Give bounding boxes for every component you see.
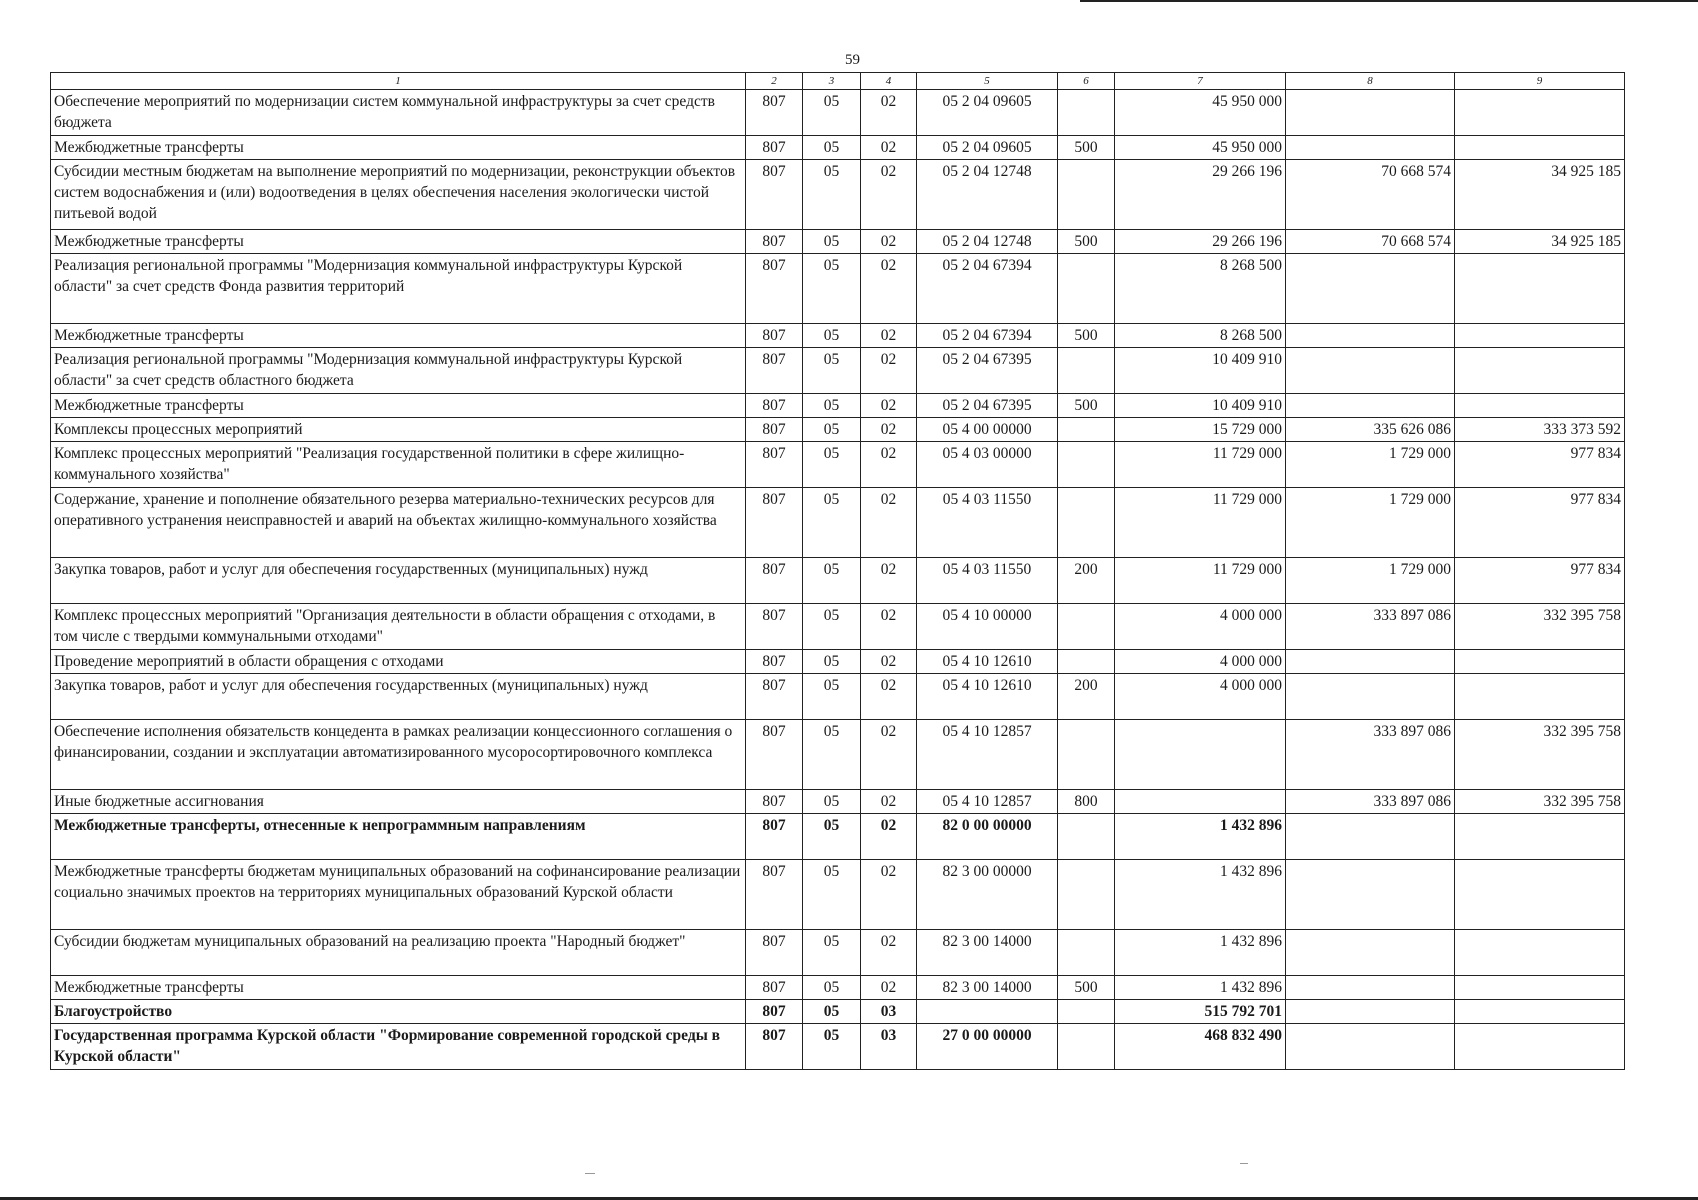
section-code-cell: 05 <box>803 488 861 558</box>
section-code-cell: 05 <box>803 160 861 230</box>
subsection-code-cell: 02 <box>861 860 917 930</box>
amount-col8-cell <box>1286 930 1455 976</box>
amount-col7-cell: 1 432 896 <box>1115 930 1286 976</box>
subsection-code-cell: 02 <box>861 230 917 254</box>
amount-col8-cell <box>1286 254 1455 324</box>
column-number-row <box>51 73 1625 90</box>
row-name-cell: Государственная программа Курской области "Формирование современной городской среды в Курской области" <box>51 1024 746 1070</box>
amount-col9-cell <box>1455 814 1625 860</box>
subsection-code-cell: 02 <box>861 674 917 720</box>
table-row <box>51 230 1625 254</box>
target-article-cell: 05 2 04 12748 <box>917 230 1058 254</box>
amount-col7-cell: 515 792 701 <box>1115 1000 1286 1024</box>
amount-col9-cell <box>1455 254 1625 324</box>
ministry-code-cell: 807 <box>746 324 803 348</box>
scan-speck <box>585 1173 595 1174</box>
section-code-cell: 05 <box>803 976 861 1000</box>
ministry-code-cell: 807 <box>746 442 803 488</box>
expense-type-cell: 500 <box>1058 324 1115 348</box>
amount-col8-cell <box>1286 1000 1455 1024</box>
ministry-code-cell: 807 <box>746 160 803 230</box>
subsection-code-cell: 02 <box>861 348 917 394</box>
amount-col8-cell <box>1286 136 1455 160</box>
ministry-code-cell: 807 <box>746 418 803 442</box>
target-article-cell: 05 2 04 67395 <box>917 348 1058 394</box>
subsection-code-cell: 02 <box>861 790 917 814</box>
column-header: 3 <box>803 73 861 90</box>
row-name-cell: Содержание, хранение и пополнение обязательного резерва материально-технических ресурсов для оперативного устранения неисправностей и аварий на объектах жилищно-коммунального хозяйства <box>51 488 746 558</box>
target-article-cell: 05 4 03 11550 <box>917 488 1058 558</box>
target-article-cell: 05 2 04 09605 <box>917 90 1058 136</box>
ministry-code-cell: 807 <box>746 488 803 558</box>
expense-type-cell: 800 <box>1058 790 1115 814</box>
amount-col8-cell <box>1286 348 1455 394</box>
table-row <box>51 324 1625 348</box>
subsection-code-cell: 02 <box>861 604 917 650</box>
subsection-code-cell: 02 <box>861 930 917 976</box>
ministry-code-cell: 807 <box>746 650 803 674</box>
row-name-cell: Межбюджетные трансферты, отнесенные к непрограммным направлениям <box>51 814 746 860</box>
table-row <box>51 418 1625 442</box>
amount-col9-cell <box>1455 650 1625 674</box>
budget-table <box>50 72 1625 1070</box>
target-article-cell: 05 2 04 12748 <box>917 160 1058 230</box>
subsection-code-cell: 02 <box>861 254 917 324</box>
ministry-code-cell: 807 <box>746 136 803 160</box>
amount-col9-cell <box>1455 324 1625 348</box>
subsection-code-cell: 02 <box>861 976 917 1000</box>
ministry-code-cell: 807 <box>746 254 803 324</box>
table-row <box>51 814 1625 860</box>
ministry-code-cell: 807 <box>746 674 803 720</box>
column-header: 6 <box>1058 73 1115 90</box>
expense-type-cell <box>1058 930 1115 976</box>
scan-edge-top <box>1080 0 1698 2</box>
subsection-code-cell: 02 <box>861 442 917 488</box>
row-name-cell: Комплекс процессных мероприятий "Реализация государственной политики в сфере жилищно-коммунального хозяйства" <box>51 442 746 488</box>
section-code-cell: 05 <box>803 254 861 324</box>
amount-col9-cell: 977 834 <box>1455 558 1625 604</box>
amount-col9-cell <box>1455 860 1625 930</box>
amount-col7-cell: 11 729 000 <box>1115 488 1286 558</box>
row-name-cell: Обеспечение исполнения обязательств концедента в рамках реализации концессионного соглашения о финансировании, создании и эксплуатации автоматизированного мусоросортировочного комплекса <box>51 720 746 790</box>
amount-col7-cell: 45 950 000 <box>1115 136 1286 160</box>
column-header: 8 <box>1286 73 1455 90</box>
table-row <box>51 90 1625 136</box>
amount-col7-cell: 8 268 500 <box>1115 254 1286 324</box>
table-row <box>51 604 1625 650</box>
amount-col9-cell <box>1455 348 1625 394</box>
table-row <box>51 558 1625 604</box>
table-row <box>51 674 1625 720</box>
section-code-cell: 05 <box>803 558 861 604</box>
subsection-code-cell: 02 <box>861 650 917 674</box>
row-name-cell: Межбюджетные трансферты <box>51 230 746 254</box>
amount-col8-cell: 70 668 574 <box>1286 160 1455 230</box>
expense-type-cell <box>1058 1024 1115 1070</box>
subsection-code-cell: 03 <box>861 1024 917 1070</box>
row-name-cell: Закупка товаров, работ и услуг для обеспечения государственных (муниципальных) нужд <box>51 558 746 604</box>
section-code-cell: 05 <box>803 418 861 442</box>
row-name-cell: Межбюджетные трансферты <box>51 136 746 160</box>
table-body <box>51 90 1625 1070</box>
expense-type-cell: 500 <box>1058 394 1115 418</box>
section-code-cell: 05 <box>803 790 861 814</box>
ministry-code-cell: 807 <box>746 930 803 976</box>
section-code-cell: 05 <box>803 136 861 160</box>
amount-col8-cell: 1 729 000 <box>1286 488 1455 558</box>
amount-col8-cell <box>1286 90 1455 136</box>
row-name-cell: Закупка товаров, работ и услуг для обеспечения государственных (муниципальных) нужд <box>51 674 746 720</box>
target-article-cell: 05 4 10 12610 <box>917 674 1058 720</box>
amount-col9-cell <box>1455 930 1625 976</box>
amount-col8-cell: 1 729 000 <box>1286 558 1455 604</box>
subsection-code-cell: 02 <box>861 814 917 860</box>
row-name-cell: Иные бюджетные ассигнования <box>51 790 746 814</box>
column-header: 2 <box>746 73 803 90</box>
ministry-code-cell: 807 <box>746 604 803 650</box>
row-name-cell: Реализация региональной программы "Модернизация коммунальной инфраструктуры Курской области" за счет средств областного бюджета <box>51 348 746 394</box>
table-row <box>51 160 1625 230</box>
amount-col7-cell: 29 266 196 <box>1115 160 1286 230</box>
amount-col7-cell: 1 432 896 <box>1115 976 1286 1000</box>
amount-col9-cell <box>1455 674 1625 720</box>
subsection-code-cell: 02 <box>861 720 917 790</box>
section-code-cell: 05 <box>803 1024 861 1070</box>
scan-speck <box>1240 1163 1248 1164</box>
row-name-cell: Обеспечение мероприятий по модернизации систем коммунальной инфраструктуры за счет средств бюджета <box>51 90 746 136</box>
amount-col9-cell: 333 373 592 <box>1455 418 1625 442</box>
subsection-code-cell: 02 <box>861 394 917 418</box>
amount-col9-cell <box>1455 976 1625 1000</box>
table-row <box>51 1000 1625 1024</box>
target-article-cell: 05 2 04 09605 <box>917 136 1058 160</box>
amount-col7-cell: 10 409 910 <box>1115 348 1286 394</box>
subsection-code-cell: 02 <box>861 418 917 442</box>
table-row <box>51 136 1625 160</box>
amount-col7-cell: 15 729 000 <box>1115 418 1286 442</box>
section-code-cell: 05 <box>803 650 861 674</box>
ministry-code-cell: 807 <box>746 558 803 604</box>
amount-col7-cell: 468 832 490 <box>1115 1024 1286 1070</box>
section-code-cell: 05 <box>803 930 861 976</box>
subsection-code-cell: 03 <box>861 1000 917 1024</box>
amount-col9-cell: 34 925 185 <box>1455 160 1625 230</box>
expense-type-cell <box>1058 720 1115 790</box>
amount-col8-cell: 333 897 086 <box>1286 790 1455 814</box>
section-code-cell: 05 <box>803 90 861 136</box>
row-name-cell: Субсидии бюджетам муниципальных образований на реализацию проекта "Народный бюджет" <box>51 930 746 976</box>
expense-type-cell <box>1058 814 1115 860</box>
amount-col7-cell: 1 432 896 <box>1115 814 1286 860</box>
section-code-cell: 05 <box>803 348 861 394</box>
target-article-cell: 05 2 04 67394 <box>917 324 1058 348</box>
amount-col8-cell: 333 897 086 <box>1286 720 1455 790</box>
amount-col7-cell: 45 950 000 <box>1115 90 1286 136</box>
target-article-cell <box>917 1000 1058 1024</box>
expense-type-cell <box>1058 442 1115 488</box>
amount-col9-cell: 977 834 <box>1455 442 1625 488</box>
amount-col7-cell: 29 266 196 <box>1115 230 1286 254</box>
amount-col7-cell: 11 729 000 <box>1115 442 1286 488</box>
column-header: 4 <box>861 73 917 90</box>
amount-col7-cell: 4 000 000 <box>1115 674 1286 720</box>
target-article-cell: 05 4 03 00000 <box>917 442 1058 488</box>
amount-col8-cell <box>1286 674 1455 720</box>
target-article-cell: 82 3 00 14000 <box>917 930 1058 976</box>
amount-col9-cell: 332 395 758 <box>1455 720 1625 790</box>
table-row <box>51 254 1625 324</box>
amount-col8-cell <box>1286 860 1455 930</box>
amount-col9-cell <box>1455 1024 1625 1070</box>
target-article-cell: 05 2 04 67394 <box>917 254 1058 324</box>
row-name-cell: Комплекс процессных мероприятий "Организация деятельности в области обращения с отходами, в том числе с твердыми коммунальными отходами" <box>51 604 746 650</box>
section-code-cell: 05 <box>803 230 861 254</box>
target-article-cell: 82 3 00 00000 <box>917 860 1058 930</box>
column-header: 5 <box>917 73 1058 90</box>
amount-col8-cell <box>1286 650 1455 674</box>
amount-col7-cell: 11 729 000 <box>1115 558 1286 604</box>
expense-type-cell: 200 <box>1058 674 1115 720</box>
section-code-cell: 05 <box>803 324 861 348</box>
table-row <box>51 976 1625 1000</box>
amount-col7-cell: 10 409 910 <box>1115 394 1286 418</box>
table-row <box>51 650 1625 674</box>
section-code-cell: 05 <box>803 604 861 650</box>
section-code-cell: 05 <box>803 1000 861 1024</box>
table-row <box>51 860 1625 930</box>
subsection-code-cell: 02 <box>861 90 917 136</box>
amount-col7-cell: 8 268 500 <box>1115 324 1286 348</box>
expense-type-cell: 500 <box>1058 976 1115 1000</box>
amount-col7-cell <box>1115 720 1286 790</box>
page-number: 59 <box>845 52 860 68</box>
target-article-cell: 05 4 03 11550 <box>917 558 1058 604</box>
amount-col9-cell: 332 395 758 <box>1455 790 1625 814</box>
expense-type-cell <box>1058 488 1115 558</box>
amount-col8-cell: 335 626 086 <box>1286 418 1455 442</box>
expense-type-cell <box>1058 90 1115 136</box>
expense-type-cell <box>1058 254 1115 324</box>
table-row <box>51 394 1625 418</box>
expense-type-cell: 200 <box>1058 558 1115 604</box>
expense-type-cell <box>1058 348 1115 394</box>
subsection-code-cell: 02 <box>861 160 917 230</box>
ministry-code-cell: 807 <box>746 1024 803 1070</box>
amount-col9-cell <box>1455 90 1625 136</box>
amount-col8-cell: 1 729 000 <box>1286 442 1455 488</box>
target-article-cell: 05 4 10 12857 <box>917 720 1058 790</box>
table-row <box>51 442 1625 488</box>
amount-col9-cell <box>1455 136 1625 160</box>
target-article-cell: 05 4 10 12857 <box>917 790 1058 814</box>
amount-col8-cell: 70 668 574 <box>1286 230 1455 254</box>
amount-col8-cell: 333 897 086 <box>1286 604 1455 650</box>
column-header: 9 <box>1455 73 1625 90</box>
table-row <box>51 488 1625 558</box>
table-row <box>51 930 1625 976</box>
subsection-code-cell: 02 <box>861 558 917 604</box>
target-article-cell: 27 0 00 00000 <box>917 1024 1058 1070</box>
row-name-cell: Межбюджетные трансферты бюджетам муниципальных образований на софинансирование реализации социально значимых проектов на территориях муниципальных образований Курской области <box>51 860 746 930</box>
subsection-code-cell: 02 <box>861 488 917 558</box>
amount-col9-cell <box>1455 394 1625 418</box>
expense-type-cell <box>1058 860 1115 930</box>
row-name-cell: Проведение мероприятий в области обращения с отходами <box>51 650 746 674</box>
target-article-cell: 05 4 10 00000 <box>917 604 1058 650</box>
expense-type-cell <box>1058 650 1115 674</box>
target-article-cell: 05 4 10 12610 <box>917 650 1058 674</box>
section-code-cell: 05 <box>803 814 861 860</box>
expense-type-cell: 500 <box>1058 230 1115 254</box>
row-name-cell: Реализация региональной программы "Модернизация коммунальной инфраструктуры Курской области" за счет средств Фонда развития территорий <box>51 254 746 324</box>
target-article-cell: 82 0 00 00000 <box>917 814 1058 860</box>
amount-col8-cell <box>1286 324 1455 348</box>
ministry-code-cell: 807 <box>746 348 803 394</box>
table-row <box>51 720 1625 790</box>
row-name-cell: Субсидии местным бюджетам на выполнение мероприятий по модернизации, реконструкции объектов систем водоснабжения и (или) водоотведения в целях обеспечения населения экологически чистой питьевой водой <box>51 160 746 230</box>
section-code-cell: 05 <box>803 860 861 930</box>
amount-col7-cell <box>1115 790 1286 814</box>
amount-col8-cell <box>1286 814 1455 860</box>
table-row <box>51 790 1625 814</box>
expense-type-cell <box>1058 160 1115 230</box>
column-header: 1 <box>51 73 746 90</box>
row-name-cell: Межбюджетные трансферты <box>51 394 746 418</box>
ministry-code-cell: 807 <box>746 860 803 930</box>
amount-col9-cell <box>1455 1000 1625 1024</box>
row-name-cell: Межбюджетные трансферты <box>51 976 746 1000</box>
section-code-cell: 05 <box>803 442 861 488</box>
section-code-cell: 05 <box>803 674 861 720</box>
ministry-code-cell: 807 <box>746 814 803 860</box>
table-row <box>51 1024 1625 1070</box>
amount-col9-cell: 332 395 758 <box>1455 604 1625 650</box>
section-code-cell: 05 <box>803 394 861 418</box>
row-name-cell: Межбюджетные трансферты <box>51 324 746 348</box>
row-name-cell: Благоустройство <box>51 1000 746 1024</box>
ministry-code-cell: 807 <box>746 394 803 418</box>
expense-type-cell <box>1058 1000 1115 1024</box>
ministry-code-cell: 807 <box>746 790 803 814</box>
subsection-code-cell: 02 <box>861 324 917 348</box>
amount-col9-cell: 977 834 <box>1455 488 1625 558</box>
target-article-cell: 05 4 00 00000 <box>917 418 1058 442</box>
amount-col7-cell: 1 432 896 <box>1115 860 1286 930</box>
expense-type-cell <box>1058 418 1115 442</box>
row-name-cell: Комплексы процессных мероприятий <box>51 418 746 442</box>
ministry-code-cell: 807 <box>746 90 803 136</box>
expense-type-cell <box>1058 604 1115 650</box>
table-row <box>51 348 1625 394</box>
amount-col8-cell <box>1286 394 1455 418</box>
target-article-cell: 05 2 04 67395 <box>917 394 1058 418</box>
expense-type-cell: 500 <box>1058 136 1115 160</box>
ministry-code-cell: 807 <box>746 230 803 254</box>
amount-col7-cell: 4 000 000 <box>1115 604 1286 650</box>
amount-col8-cell <box>1286 976 1455 1000</box>
section-code-cell: 05 <box>803 720 861 790</box>
amount-col7-cell: 4 000 000 <box>1115 650 1286 674</box>
column-header: 7 <box>1115 73 1286 90</box>
amount-col9-cell: 34 925 185 <box>1455 230 1625 254</box>
amount-col8-cell <box>1286 1024 1455 1070</box>
ministry-code-cell: 807 <box>746 976 803 1000</box>
ministry-code-cell: 807 <box>746 720 803 790</box>
ministry-code-cell: 807 <box>746 1000 803 1024</box>
target-article-cell: 82 3 00 14000 <box>917 976 1058 1000</box>
subsection-code-cell: 02 <box>861 136 917 160</box>
